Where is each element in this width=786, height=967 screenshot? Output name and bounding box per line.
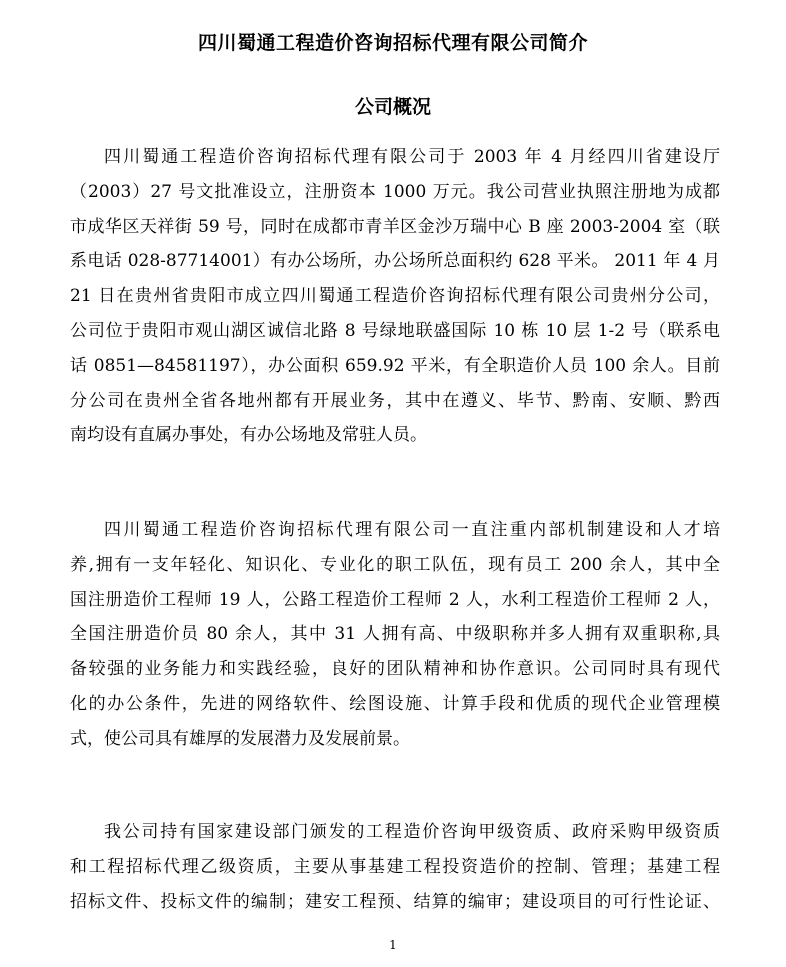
paragraph-line: 市成华区天祥街 59 号，同时在成都市青羊区金沙万瑞中心 B 座 2003-2004 室（联: [70, 216, 720, 237]
paragraph-line: 式，使公司具有雄厚的发展潜力及发展前景。: [70, 728, 410, 749]
paragraph-line: 21 日在贵州省贵阳市成立四川蜀通工程造价咨询招标代理有限公司贵州分公司，: [70, 286, 720, 307]
paragraph-line: 系电话 028-87714001）有办公场所，办公场所总面积约 628 平米。 2011 年 4 月: [70, 251, 720, 272]
page-number: 1: [389, 938, 397, 952]
document-title: 四川蜀通工程造价咨询招标代理有限公司简介: [197, 32, 588, 54]
paragraph-line: 话 0851—84581197），办公面积 659.92 平米，有全职造价人员 100 余人。目前: [70, 355, 720, 376]
paragraph-line: （2003）27 号文批准设立，注册资本 1000 万元。我公司营业执照注册地为成都: [70, 181, 720, 202]
paragraph-line: 四川蜀通工程造价咨询招标代理有限公司于 2003 年 4 月经四川省建设厅: [104, 147, 720, 167]
section-heading: 公司概况: [354, 96, 431, 118]
paragraph-line: 四川蜀通工程造价咨询招标代理有限公司一直注重内部机制建设和人才培: [104, 520, 720, 540]
paragraph-line: 国注册造价工程师 19 人，公路工程造价工程师 2 人，水利工程造价工程师 2 人，: [70, 589, 720, 610]
paragraph-line: 公司位于贵阳市观山湖区诚信北路 8 号绿地联盛国际 10 栋 10 层 1-2 号（联系电: [70, 320, 720, 341]
paragraph-line: 分公司在贵州全省各地州都有开展业务，其中在遵义、毕节、黔南、安顺、黔西: [70, 390, 720, 411]
paragraph-line: 和工程招标代理乙级资质，主要从事基建工程投资造价的控制、管理；基建工程: [70, 856, 720, 877]
paragraph-staffing: [70, 513, 720, 757]
paragraph-line: 我公司持有国家建设部门颁发的工程造价咨询甲级资质、政府采购甲级资质: [104, 822, 720, 842]
paragraph-line: 全国注册造价员 80 余人，其中 31 人拥有高、中级职称并多人拥有双重职称,具: [70, 624, 720, 645]
paragraph-qualifications: [70, 815, 720, 919]
paragraph-company-overview: [70, 140, 720, 453]
paragraph-line: 南均设有直属办事处，有办公场地及常驻人员。: [70, 425, 427, 446]
paragraph-line: 招标文件、投标文件的编制；建安工程预、结算的编审；建设项目的可行性论证、: [70, 891, 720, 912]
paragraph-line: 化的办公条件，先进的网络软件、绘图设施、计算手段和优质的现代企业管理模: [70, 693, 720, 714]
paragraph-line: 养,拥有一支年轻化、知识化、专业化的职工队伍，现有员工 200 余人，其中全: [70, 554, 720, 575]
paragraph-line: 备较强的业务能力和实践经验，良好的团队精神和协作意识。公司同时具有现代: [70, 659, 720, 680]
